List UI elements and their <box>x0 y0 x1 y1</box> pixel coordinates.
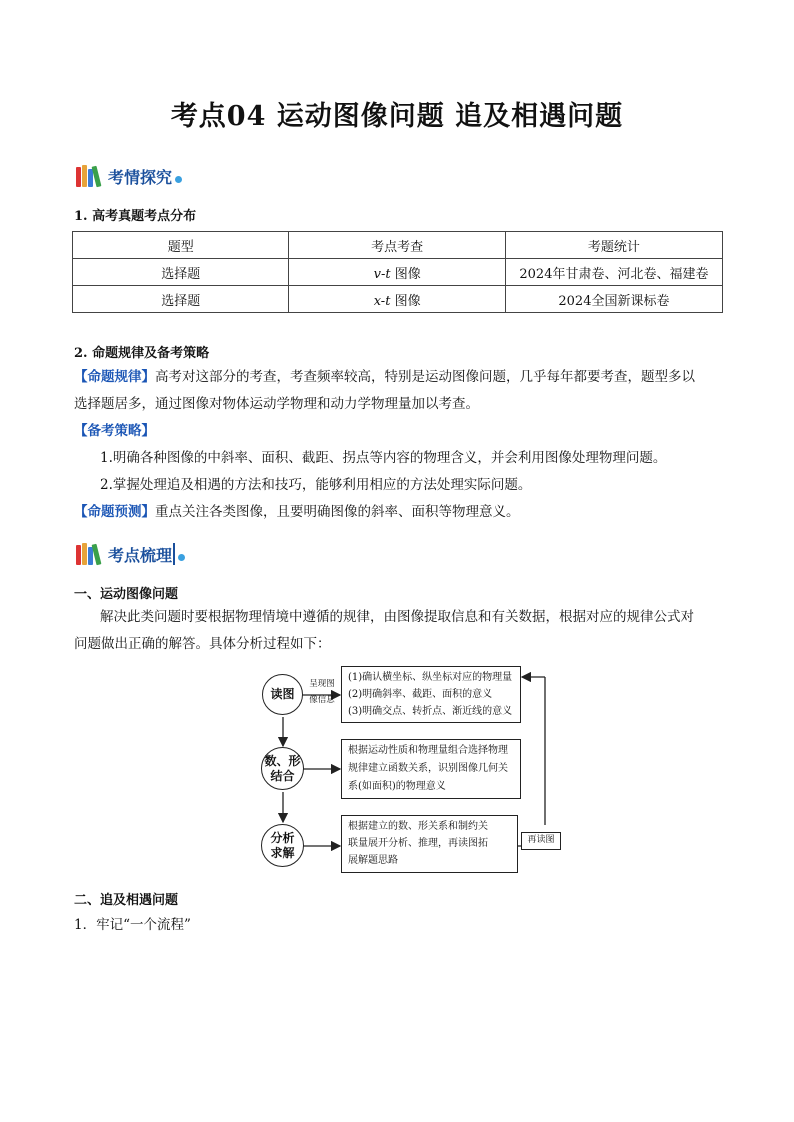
topic2-heading: 二、追及相遇问题 <box>74 893 179 908</box>
arrow-label-line: 呈现图 <box>309 679 335 689</box>
box-line: 根据运动性质和物理量组合选择物理 <box>348 745 508 756</box>
part1-heading: 1. 高考真题考点分布 <box>74 209 197 224</box>
box-combine-steps <box>341 739 521 799</box>
rule-tag: 【命题规律】 <box>74 369 155 385</box>
node-label: 读图 <box>270 687 295 701</box>
box-line: 联量展开分析、推理，再读图拓 <box>348 838 488 849</box>
cell-text: 图像 <box>394 266 421 282</box>
box-line: 展解题思路 <box>348 855 398 866</box>
strategy-item: 2.掌握处理追及相遇的方法和技巧，能够利用相应的方法处理实际问题。 <box>100 477 532 493</box>
node-number-shape-combine <box>261 747 304 790</box>
node-label <box>264 754 300 784</box>
part2-heading: 2. 命题规律及备考策略 <box>74 346 210 361</box>
node-label-line: 数、形 <box>264 753 301 768</box>
box-line: 系(如面积)的物理意义 <box>348 781 446 792</box>
table-header-cell: 考题统计 <box>505 232 722 259</box>
box-line: (3)明确交点、转折点、渐近线的意义 <box>348 706 513 717</box>
rule-text: 高考对这部分的考查，考查频率较高，特别是运动图像问题，几乎每年都要考查，题型多以 <box>155 369 695 385</box>
node-read-chart <box>262 674 303 715</box>
topic1-heading: 一、运动图像问题 <box>74 587 179 602</box>
cell-text: 图像 <box>394 293 421 309</box>
reread-label-box <box>521 832 561 850</box>
rule-text-cont: 选择题居多，通过图像对物体运动学物理和动力学物理量加以考查。 <box>74 396 479 412</box>
arrow-label-present-info <box>303 679 341 706</box>
predict-text: 重点关注各类图像，且要明确图像的斜率、面积等物理意义。 <box>155 504 520 520</box>
table-header-cell: 考点考查 <box>289 232 505 259</box>
box-read-chart-steps <box>341 666 521 723</box>
predict-tag: 【命题预测】 <box>74 504 155 520</box>
topic1-text-cont: 问题做出正确的解答。具体分析过程如下： <box>74 636 331 652</box>
section-label: 考点梳理 <box>108 545 173 565</box>
box-line: 根据建立的数、形关系和制约关 <box>348 821 488 832</box>
strategy-tag: 【备考策略】 <box>74 423 155 439</box>
table-cell: 2024全国新课标卷 <box>505 286 722 313</box>
node-analyze-solve <box>261 824 304 867</box>
strategy-item: 1.明确各种图像的中斜率、面积、截距、拐点等内容的物理含义，并会利用图像处理物理问题。 <box>100 450 667 466</box>
topic1-text: 解决此类问题时要根据物理情境中遵循的规律，由图像提取信息和有关数据，根据对应的规律公式对 <box>100 609 694 625</box>
node-label <box>270 831 294 861</box>
table-cell: 选择题 <box>73 259 289 286</box>
reread-label: 再读图 <box>527 835 555 845</box>
box-line: (1)确认横坐标、纵坐标对应的物理量 <box>348 672 513 683</box>
box-solve-steps <box>341 815 518 873</box>
arrow-label-line: 像信息 <box>309 695 335 705</box>
variable-text: v-t <box>373 266 391 282</box>
node-label-line: 求解 <box>270 845 295 860</box>
topic2-item: 1．牢记“一个流程” <box>74 917 191 933</box>
box-line: (2)明确斜率、截距、面积的意义 <box>348 689 493 700</box>
table-cell: 选择题 <box>73 286 289 313</box>
node-label-line: 结合 <box>270 768 295 783</box>
table-cell: 2024年甘肃卷、河北卷、福建卷 <box>505 259 722 286</box>
box-line: 规律建立函数关系，识别图像几何关 <box>348 763 508 774</box>
variable-text: x-t <box>373 293 391 309</box>
page-title: 考点04 运动图像问题 追及相遇问题 <box>170 101 624 132</box>
section-label: 考情探究 <box>108 167 173 187</box>
node-label-line: 分析 <box>270 830 295 845</box>
table-header-cell: 题型 <box>73 232 289 259</box>
